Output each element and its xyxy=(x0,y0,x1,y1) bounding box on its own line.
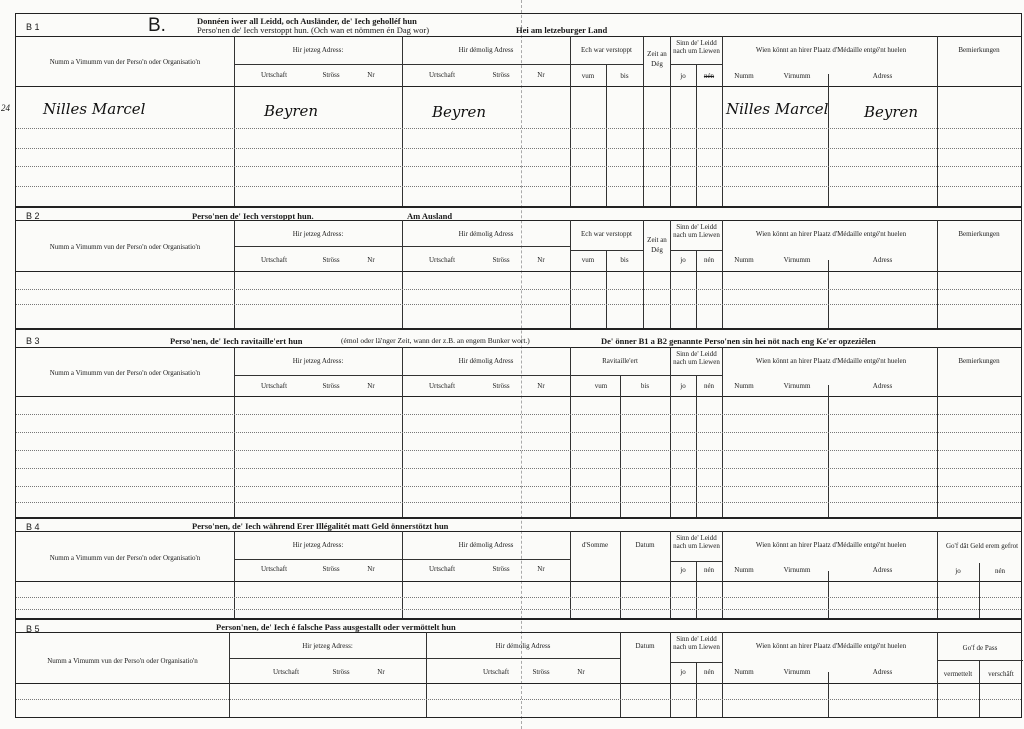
col-datum: Datum xyxy=(635,642,655,650)
col-remarks: Bemierkungen xyxy=(958,357,1000,365)
col-medal-address: Adress xyxy=(872,668,893,676)
col-medal: Wien könnt an hirer Plaatz d'Médaille entgé'nt huelen xyxy=(755,46,907,54)
col-ortschaft: Urtschaft xyxy=(428,256,456,264)
entry-addr-now: Beyren xyxy=(264,102,319,120)
col-remarks: Bemierkungen xyxy=(958,46,1000,54)
section-b5 xyxy=(15,619,1022,718)
col-nr: Nr xyxy=(577,668,585,676)
col-sinn: Sinn de' Leidd nach um Liewen xyxy=(673,223,720,239)
col-ortschaft: Urtschaft xyxy=(428,382,456,390)
col-vum: vum xyxy=(581,72,595,80)
entry-name: Nilles Marcel xyxy=(43,100,146,118)
col-name-header: Numm a Vimumm vun der Perso'n oder Organisatio'n xyxy=(49,554,201,562)
col-addr-old: Hir démolig Adress xyxy=(458,46,514,54)
col-name-header: Numm a Vimumm vun der Perso'n oder Organisatio'n xyxy=(49,58,201,66)
col-medal: Wien könnt an hirer Plaatz d'Médaille entgé'nt huelen xyxy=(755,642,907,650)
col-jo: jo xyxy=(680,382,686,390)
col-somme: d'Somme xyxy=(581,541,609,549)
col-addr-old: Hir démolig Adress xyxy=(458,357,514,365)
col-jo: jo xyxy=(680,72,686,80)
col-nr: Nr xyxy=(367,565,375,573)
col-nr: Nr xyxy=(367,71,375,79)
col-medal: Wien könnt an hirer Plaatz d'Médaille entgé'nt huelen xyxy=(755,357,907,365)
col-strooss: Ströss xyxy=(322,71,340,79)
col-addr-old: Hir démolig Adress xyxy=(495,642,551,650)
section-title: Donnéen iwer all Leidd, och Ausländer, de' Iech geholléf hun xyxy=(197,16,417,26)
section-number: B 3 xyxy=(26,336,40,346)
col-strooss: Ströss xyxy=(532,668,550,676)
col-strooss: Ströss xyxy=(322,382,340,390)
section-subtitle: Perso'nen de' Iech verstoppt hun. (Och wan et nömmen én Dag wor) xyxy=(197,25,430,35)
page-label: B. xyxy=(148,15,166,36)
col-vum: vum xyxy=(594,382,608,390)
section-title: Person'nen, de' Iech é falsche Pass ausgestallt oder vermöttelt hun xyxy=(216,622,456,632)
col-ravit: Ravitaille'ert xyxy=(602,357,638,365)
col-datum: Datum xyxy=(635,541,655,549)
col-verschaft: verschâft xyxy=(988,670,1014,678)
col-ortschaft: Urtschaft xyxy=(260,382,288,390)
col-addr-now: Hir jetzeg Adress: xyxy=(302,642,353,650)
col-nen: nén xyxy=(703,566,715,574)
col-sinn: Sinn de' Leidd nach um Liewen xyxy=(673,635,720,651)
col-hidden: Ech war verstoppt xyxy=(581,46,632,54)
col-ortschaft: Urtschaft xyxy=(272,668,300,676)
col-zeit: Zeit an Dég xyxy=(647,50,667,68)
col-name-header: Numm a Vimumm vun der Perso'n oder Organisatio'n xyxy=(47,657,198,665)
col-jo: jo xyxy=(955,567,961,575)
col-nen: nén xyxy=(703,256,715,264)
col-medal-name: Numm xyxy=(734,668,754,676)
section-title: Perso'nen de' Iech verstoppt hun. xyxy=(192,211,314,221)
section-b4 xyxy=(15,518,1022,619)
col-medal-address: Adress xyxy=(872,566,893,574)
section-subtitle-location: Hei am letzeburger Land xyxy=(516,25,608,35)
col-strooss: Ströss xyxy=(492,565,510,573)
col-medal-address: Adress xyxy=(872,72,893,80)
col-nr: Nr xyxy=(367,382,375,390)
col-bis: bis xyxy=(620,72,629,80)
col-addr-now: Hir jetzeg Adress: xyxy=(292,357,344,365)
col-strooss: Ströss xyxy=(332,668,350,676)
col-strooss: Ströss xyxy=(322,565,340,573)
col-jo: jo xyxy=(680,256,686,264)
section-number: B 4 xyxy=(26,522,40,532)
entry-medal-address: Beyren xyxy=(864,103,919,121)
col-addr-old: Hir démolig Adress xyxy=(458,541,514,549)
col-strooss: Ströss xyxy=(492,71,510,79)
col-medal-firstname: Virnumm xyxy=(783,668,811,676)
section-b1 xyxy=(15,13,1022,207)
col-medal-name: Numm xyxy=(734,566,754,574)
section-b2 xyxy=(15,207,1022,329)
col-nr: Nr xyxy=(537,256,545,264)
col-sinn: Sinn de' Leidd nach um Liewen xyxy=(673,534,720,550)
col-nr: Nr xyxy=(537,565,545,573)
section-number: B 2 xyxy=(26,211,40,221)
col-strooss: Ströss xyxy=(492,382,510,390)
col-remarks: Bemierkungen xyxy=(958,230,1000,238)
col-medal-firstname: Virnumm xyxy=(783,72,811,80)
col-gof-pass: Go'f de Pass xyxy=(962,644,998,652)
col-addr-now: Hir jetzeg Adress: xyxy=(292,46,344,54)
col-ortschaft: Urtschaft xyxy=(428,71,456,79)
col-medal: Wien könnt an hirer Plaatz d'Médaille entgé'nt huelen xyxy=(755,541,907,549)
entry-medal-name: Nilles Marcel xyxy=(726,100,829,118)
entry-addr-old: Beyren xyxy=(432,103,487,121)
col-nen: nén xyxy=(703,668,715,676)
col-name-header: Numm a Vimumm vun der Perso'n oder Organisatio'n xyxy=(49,243,201,251)
col-vum: vum xyxy=(581,256,595,264)
section-number: B 5 xyxy=(26,624,40,634)
col-hidden: Ech war verstoppt xyxy=(581,230,632,238)
col-nr: Nr xyxy=(367,256,375,264)
col-ortschaft: Urtschaft xyxy=(260,71,288,79)
col-nr: Nr xyxy=(377,668,385,676)
col-bis: bis xyxy=(620,256,629,264)
section-b3 xyxy=(15,329,1022,518)
margin-mark: 24 xyxy=(1,103,10,113)
col-bis: bis xyxy=(640,382,650,390)
section-subtitle: (émol oder lä'nger Zeit, wann der z.B. an engem Bunker wort.) xyxy=(341,336,530,345)
col-nen: nén xyxy=(994,567,1006,575)
col-nen: nén xyxy=(703,72,715,80)
col-addr-old: Hir démolig Adress xyxy=(458,230,514,238)
col-name-header: Numm a Vimumm vun der Perso'n oder Organisatio'n xyxy=(49,369,201,377)
col-ortschaft: Urtschaft xyxy=(482,668,510,676)
section-title-location: Am Ausland xyxy=(407,211,453,221)
col-medal-firstname: Virnumm xyxy=(783,382,811,390)
col-ortschaft: Urtschaft xyxy=(260,565,288,573)
col-medal-firstname: Virnumm xyxy=(783,566,811,574)
col-ortschaft: Urtschaft xyxy=(260,256,288,264)
col-sinn: Sinn de' Leidd nach um Liewen xyxy=(673,39,720,55)
col-addr-now: Hir jetzeg Adress: xyxy=(292,541,344,549)
col-medal-name: Numm xyxy=(734,256,754,264)
col-sinn: Sinn de' Leidd nach um Liewen xyxy=(673,350,720,366)
col-medal-name: Numm xyxy=(734,382,754,390)
col-gof-geld: Go'f dât Geld erem gefrot xyxy=(946,542,1019,550)
col-jo: jo xyxy=(680,668,686,676)
col-vermettelt: vermettelt xyxy=(943,670,973,678)
col-ortschaft: Urtschaft xyxy=(428,565,456,573)
col-nr: Nr xyxy=(537,382,545,390)
col-medal-firstname: Virnumm xyxy=(783,256,811,264)
col-nen: nén xyxy=(703,382,715,390)
section-note: De' önner B1 a B2 genannte Perso'nen sin hei nöt nach eng Ke'er opzeziélen xyxy=(601,336,876,346)
col-strooss: Ströss xyxy=(322,256,340,264)
col-medal: Wien könnt an hirer Plaatz d'Médaille entgé'nt huelen xyxy=(755,230,907,238)
col-medal-address: Adress xyxy=(872,382,893,390)
col-medal-address: Adress xyxy=(872,256,893,264)
col-jo: jo xyxy=(680,566,686,574)
section-title: Perso'nen, de' Iech während Erer Illégalitét matt Geld önnerstötzt hun xyxy=(192,521,449,531)
col-addr-now: Hir jetzeg Adress: xyxy=(292,230,344,238)
col-nr: Nr xyxy=(537,71,545,79)
section-title: Perso'nen, de' Iech ravitaille'ert hun xyxy=(170,336,303,346)
col-zeit: Zeit an Dég xyxy=(647,236,667,254)
section-number: B 1 xyxy=(26,22,40,32)
col-medal-name: Numm xyxy=(734,72,754,80)
col-strooss: Ströss xyxy=(492,256,510,264)
